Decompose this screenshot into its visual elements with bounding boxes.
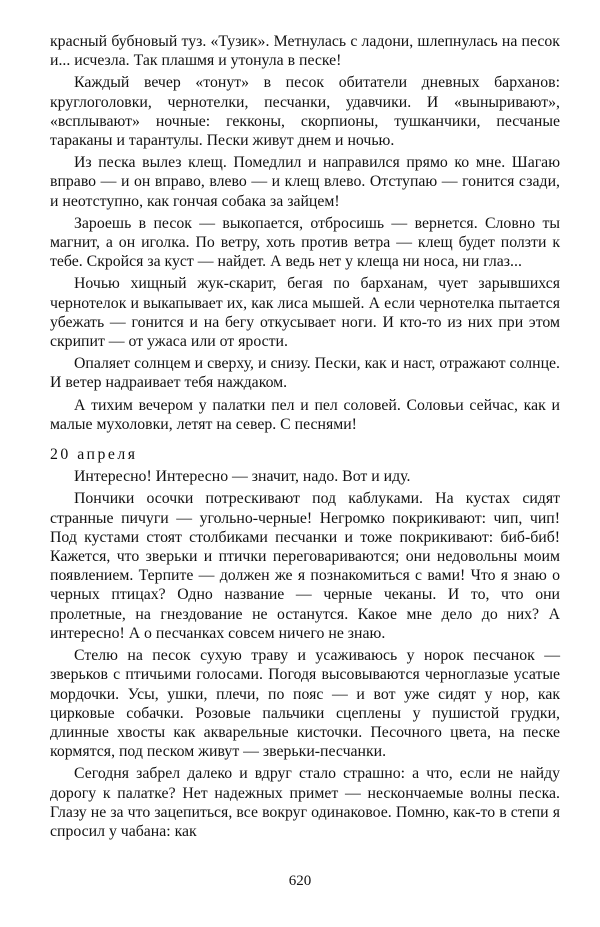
page-number: 620 [288,873,312,889]
paragraph: Стелю на песок сухую траву и усаживаюсь у норок песчанок — зверьков с птичьими голосами. Погодя высовываются черноглазые усатые мордочки. Усы, ушки, плечи, по пояс — и вот уже сидят у нор, как цирковые собачки. Розовые пальчики сцеплены у пушистой грудки, длинные хвосты как акварельные кисточки. Песочного цвета, на песке кормятся, под песком живут — зверьки-песчанки. [50,647,560,761]
paragraph: Пончики осочки потрескивают под каблуками. На кустах сидят странные пичуги — угольно-черные! Негромко покрикивают: чип, чип! Под кустами стоят столбиками песчанки и тоже покрикивают: биб-биб! Кажется, что зверьки и птички переговариваются; они недовольны моим появлением. Терпите — должен же я познакомиться с вами! Что я знаю о черных птицах? Одно название — черные чеканы. И то, что они пролетные, на гнездование не останутся. Какое мне дело до них? А интересно! А о песчанках совсем ничего не знаю. [50,490,560,642]
paragraph: Сегодня забрел далеко и вдруг стало страшно: а что, если не найду дорогу к палатке? Нет надежных примет — нескончаемые волны песка. Глазу не за что зацепиться, все вокруг одинаковое. Помню, как-то в степи я спросил у чабана: как [50,765,560,840]
paragraph: красный бубновый туз. «Тузик». Метнулась с ладони, шлепнулась на песок и... исчезла. Так плашмя и утонула в песке! [50,33,560,70]
section-date-heading: 20 апреля [50,446,138,464]
paragraph: Интересно! Интересно — значит, надо. Вот и иду. [74,468,411,486]
paragraph: Из песка вылез клещ. Помедлил и направился прямо ко мне. Шагаю вправо — и он вправо, влево — и клещ влево. Отступаю — гонится сзади, и неотступно, как гончая собака за зайцем! [50,154,560,210]
paragraph: А тихим вечером у палатки пел и пел соловей. Соловьи сейчас, как и малые мухоловки, летят на север. С песнями! [50,396,560,433]
paragraph: Ночью хищный жук-скарит, бегая по барханам, чует зарывшихся чернотелок и выкапывает их, как лиса мышей. А если чернотелка пытается убежать — гонится и на бегу откусывает ноги. И кто-то из них при этом скрипит — от ужаса или от ярости. [50,275,560,351]
paragraph: Каждый вечер «тонут» в песок обитатели дневных барханов: круглоголовки, чернотелки, песчанки, удавчики. И «выныривают», «всплывают» ночные: гекконы, скорпионы, тушканчики, песчаные тараканы и тарантулы. Пески живут днем и ночью. [50,74,560,150]
paragraph: Зароешь в песок — выкопается, отбросишь — вернется. Словно ты магнит, а он иголка. По ветру, хоть против ветра — клещ будет ползти к тебе. Скройся за куст — найдет. А ведь нет у клеща ни носа, ни глаз... [50,214,560,271]
page-body [50,32,560,844]
paragraph: Опаляет солнцем и сверху, и снизу. Пески, как и наст, отражают солнце. И ветер надраивает тебя наждаком. [50,355,560,392]
